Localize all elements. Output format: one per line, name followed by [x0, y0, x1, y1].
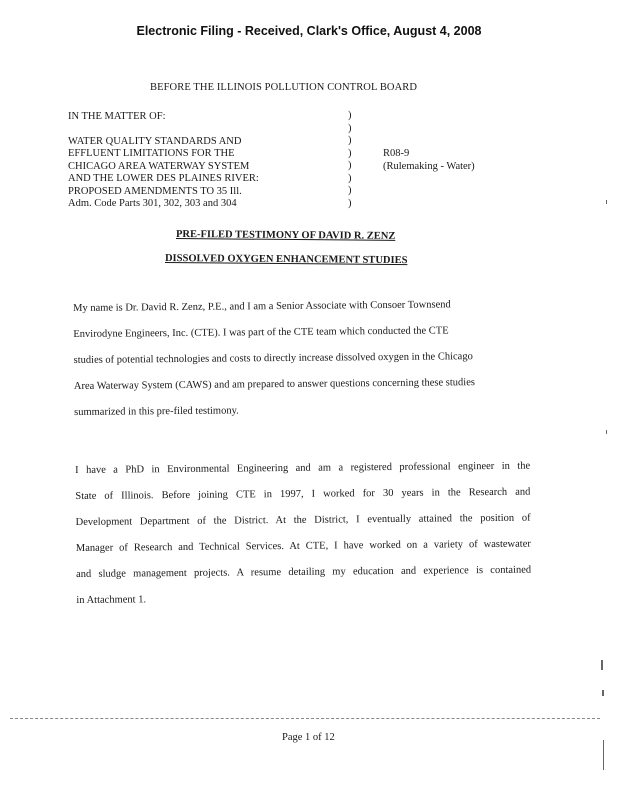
testimony-title: PRE-FILED TESTIMONY OF DAVID R. ZENZ [175, 229, 396, 242]
paragraph-line: Envirodyne Engineers, Inc. (CTE). I was part of the CTE team which conducted the CTE [73, 325, 449, 340]
page-number: Page 1 of 12 [282, 732, 335, 743]
caption-line: AND THE LOWER DES PLAINES RIVER: [68, 173, 259, 184]
scan-artifact-line [10, 718, 600, 719]
paragraph-line: Area Waterway System (CAWS) and am prepared to answer questions concerning these studies [73, 377, 475, 392]
paragraph-line: in Attachment 1. [76, 594, 147, 606]
paragraph-line: and sludge management projects. A resume detailing my education and experience is contained [76, 564, 532, 580]
paragraph-line: My name is Dr. David R. Zenz, P.E., and I am a Senior Associate with Consoer Townsend [73, 299, 451, 314]
paragraph-line: Manager of Research and Technical Services. At CTE, I have worked on a variety of wastewater [75, 538, 531, 554]
paragraph-line: studies of potential technologies and costs to directly increase dissolved oxygen in the Chicago [73, 351, 473, 366]
rulemaking-type: (Rulemaking - Water) [383, 160, 475, 172]
matter-label: IN THE MATTER OF: [68, 111, 166, 122]
caption-line: CHICAGO AREA WATERWAY SYSTEM [68, 160, 250, 172]
caption-line: EFFLUENT LIMITATIONS FOR THE [68, 148, 235, 159]
paragraph-line: summarized in this pre-filed testimony. [74, 405, 239, 418]
scan-speck [606, 430, 607, 434]
caption-line: WATER QUALITY STANDARDS AND [68, 135, 242, 147]
paragraph-line: Development Department of the District. At the District, I eventually attained the position of [75, 512, 531, 528]
board-heading: BEFORE THE ILLINOIS POLLUTION CONTROL BOARD [150, 82, 418, 93]
caption-line: Adm. Code Parts 301, 302, 303 and 304 [68, 198, 237, 209]
scan-speck [601, 660, 603, 670]
scan-speck [603, 740, 604, 770]
scan-speck [606, 200, 607, 204]
testimony-subject: DISSOLVED OXYGEN ENHANCEMENT STUDIES [164, 253, 408, 267]
caption-parentheses: ) ) ) ) ) ) ) ) [348, 110, 352, 209]
paragraph-qualifications [75, 453, 546, 614]
caption-line: PROPOSED AMENDMENTS TO 35 Ill. [68, 185, 242, 197]
electronic-filing-stamp: Electronic Filing - Received, Clark's Office, August 4, 2008 [136, 24, 482, 38]
docket-info [383, 148, 475, 173]
case-caption [68, 111, 259, 211]
scan-speck [602, 690, 604, 696]
docket-number: R08-9 [383, 148, 410, 159]
paragraph-line: I have a PhD in Environmental Engineering and am a registered professional engineer in the [75, 460, 531, 476]
paragraph-line: State of Illinois. Before joining CTE in 1997, I worked for 30 years in the Research and [75, 486, 531, 502]
paragraph-introduction [73, 291, 544, 426]
